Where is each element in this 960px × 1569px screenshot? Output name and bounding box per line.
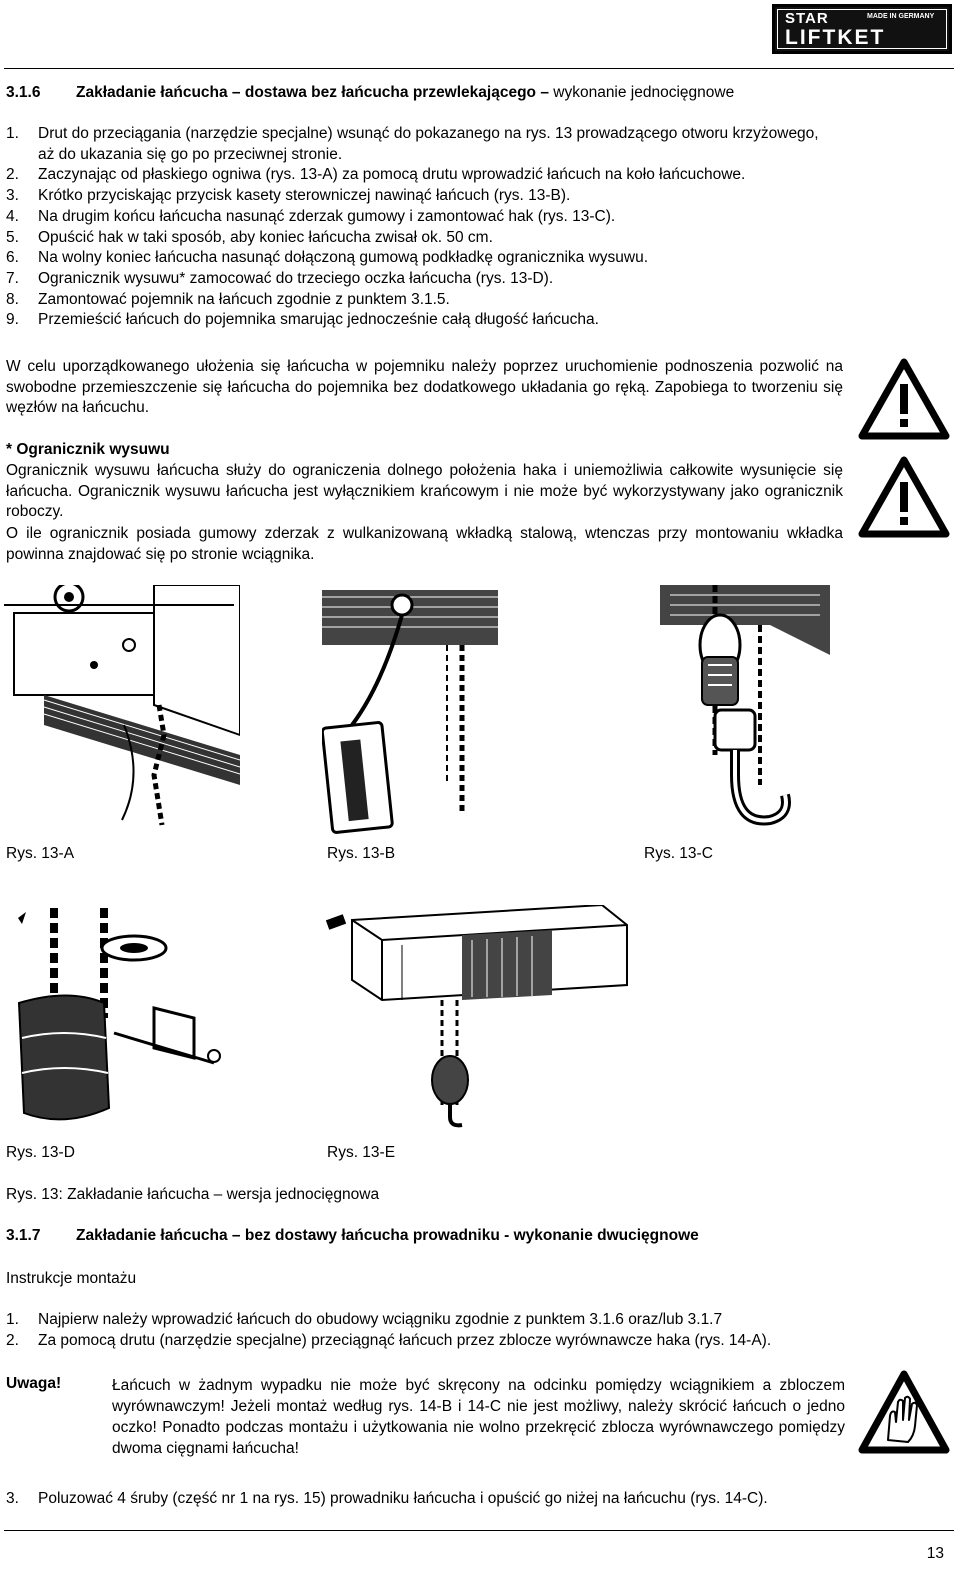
section-317-title: Zakładanie łańcucha – bez dostawy łańcucha prowadniku - wykonanie dwucięgnowe xyxy=(76,1227,699,1244)
logo-line2: LIFTKET xyxy=(785,26,886,49)
section-317-number: 3.1.7 xyxy=(6,1227,41,1244)
section-316-number: 3.1.6 xyxy=(6,84,41,101)
list-item: 2. Za pomocą drutu (narzędzie specjalne) przeciągnąć łańcuch przez zblocze wyrównawcze haka (rys. 14-A). xyxy=(6,1331,772,1349)
warning-label: Uwaga! xyxy=(6,1375,62,1392)
section-316-title: Zakładanie łańcucha – dostawa bez łańcucha przewlekającego – xyxy=(76,84,549,101)
figure-13e-label: Rys. 13-E xyxy=(327,1144,396,1161)
figure-13a-illustration xyxy=(4,585,240,835)
list-item: 3. Poluzować 4 śruby (część nr 1 na rys. 15) prowadniku łańcucha i opuścić go niżej na łańcuchu (rys. 14-C). xyxy=(6,1490,768,1507)
limiter-heading: * Ogranicznik wysuwu xyxy=(6,441,170,458)
figure-13d-label: Rys. 13-D xyxy=(6,1144,75,1161)
warning-triangle-icon xyxy=(858,358,950,440)
figure-13b-label: Rys. 13-B xyxy=(327,845,396,862)
section-316-steps xyxy=(6,124,836,331)
limiter-paragraph-2: O ile ogranicznik posiada gumowy zderzak z wulkanizowaną wkładką stalową, wtenczas przy montowaniu wkładka powinna znajdować się po stronie wciągnika. xyxy=(6,525,843,563)
figure-13b-illustration xyxy=(322,585,498,835)
list-item: 7. Ogranicznik wysuwu* zamocować do trzeciego oczka łańcucha (rys. 13-D). xyxy=(6,269,554,287)
company-logo xyxy=(772,4,952,54)
section-317-subtitle: Instrukcje montażu xyxy=(6,1270,137,1287)
list-item: 8. Zamontować pojemnik na łańcuch zgodnie z punktem 3.1.5. xyxy=(6,290,450,308)
header-rule xyxy=(4,68,954,69)
figure-13-caption: Rys. 13: Zakładanie łańcucha – wersja jednocięgnowa xyxy=(6,1186,380,1203)
list-item: 2. Zaczynając od płaskiego ogniwa (rys. 13-A) za pomocą drutu wprowadzić łańcuch na koło łańcuchowe. xyxy=(6,166,746,184)
figure-13a-label: Rys. 13-A xyxy=(6,845,75,862)
logo-line1: STAR xyxy=(785,10,829,27)
list-item: 9. Przemieścić łańcuch do pojemnika smarując jednocześnie całą długość łańcucha. xyxy=(6,311,599,329)
warning-text: Łańcuch w żadnym wypadku nie może być skręcony na odcinku pomiędzy wciągnikiem a zbloczem wyrównawczym! Jeżeli montaż według rys. 14-B i 14-C nie jest możliwy, należy skrócić łańcuch o jedno oczko! Ponadto podczas montażu i użytkowania nie wolno przekręcić zblocza wyrównawczego pomiędzy dwoma cięgnami łańcucha! xyxy=(112,1377,845,1457)
section-317-steps xyxy=(6,1310,926,1351)
figure-13c-label: Rys. 13-C xyxy=(644,845,713,862)
chain-note-paragraph: W celu uporządkowanego ułożenia się łańcucha w pojemniku należy poprzez uruchomienie podnoszenia pozwolić na swobodne przemieszczenie się łańcucha do pojemnika bez dodatkowego układania go ręką. Zapobiega to tworzeniu się węzłów na łańcuchu. xyxy=(6,358,843,417)
section-317-step3 xyxy=(6,1489,926,1510)
section-316-title-suffix: wykonanie jednocięgnowe xyxy=(548,84,735,101)
hand-warning-triangle-icon xyxy=(858,1370,950,1454)
figure-13d-illustration xyxy=(4,908,230,1130)
page-number: 13 xyxy=(926,1545,944,1562)
figure-13c-illustration xyxy=(640,585,830,835)
logo-tagline: MADE IN GERMANY xyxy=(867,13,935,20)
list-item: 6. Na wolny koniec łańcucha nasunąć dołączoną gumową podkładkę ogranicznika wysuwu. xyxy=(6,249,649,267)
list-item: 1. Najpierw należy wprowadzić łańcuch do obudowy wciągniku zgodnie z punktem 3.1.6 oraz/lub 3.1.7 xyxy=(6,1311,723,1328)
footer-rule xyxy=(4,1530,954,1531)
warning-triangle-icon xyxy=(858,456,950,538)
list-item: 3. Krótko przyciskając przycisk kasety sterowniczej nawinąć łańcuch (rys. 13-B). xyxy=(6,187,571,205)
list-item: 1. Drut do przeciągania (narzędzie specjalne) wsunąć do pokazanego na rys. 13 prowadzącego otworu krzyżowego, aż do ukazania się go po przeciwnej stronie. xyxy=(6,125,819,163)
list-item: 5. Opuścić hak w taki sposób, aby koniec łańcucha zwisał ok. 50 cm. xyxy=(6,228,493,246)
limiter-paragraph-1: Ogranicznik wysuwu łańcucha służy do ograniczenia dolnego położenia haka i uniemożliwia całkowite wysunięcie się łańcucha. Ogranicznik wysuwu łańcucha jest wyłącznikiem krańcowym i nie może być wykorzystywany jako ogranicznik roboczy. xyxy=(6,462,843,521)
list-item: 4. Na drugim końcu łańcucha nasunąć zderzak gumowy i zamontować hak (rys. 13-C). xyxy=(6,207,616,225)
figure-13e-illustration xyxy=(322,905,632,1130)
